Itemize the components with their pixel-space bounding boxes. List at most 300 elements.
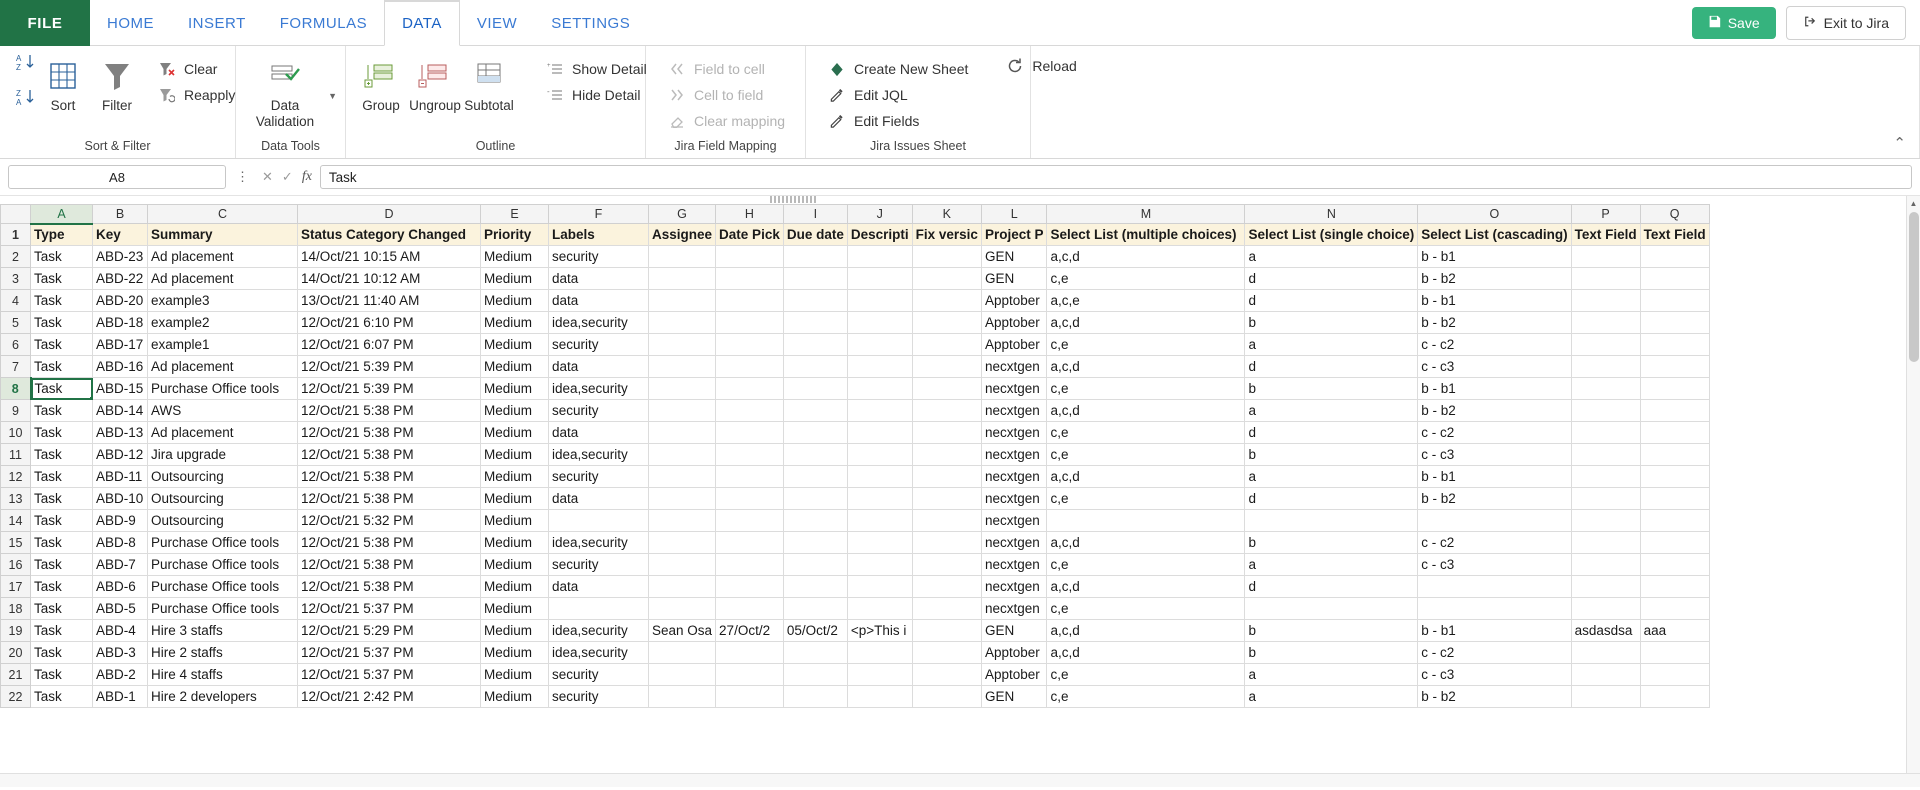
formula-input[interactable]: Task: [320, 165, 1912, 189]
subtotal-button[interactable]: [462, 52, 516, 118]
cell-E19[interactable]: Medium: [481, 620, 549, 642]
cell-L8[interactable]: necxtgen: [981, 378, 1047, 400]
cell-I14[interactable]: [783, 510, 847, 532]
cell-C2[interactable]: Ad placement: [148, 246, 298, 268]
clear-button[interactable]: [150, 56, 243, 82]
cell-I17[interactable]: [783, 576, 847, 598]
cell-A21[interactable]: Task: [31, 664, 93, 686]
cell-K22[interactable]: [912, 686, 981, 708]
cell-D14[interactable]: 12/Oct/21 5:32 PM: [298, 510, 481, 532]
cell-A11[interactable]: Task: [31, 444, 93, 466]
cell-C7[interactable]: Ad placement: [148, 356, 298, 378]
cell-P18[interactable]: [1571, 598, 1640, 620]
cell-D10[interactable]: 12/Oct/21 5:38 PM: [298, 422, 481, 444]
cell-C10[interactable]: Ad placement: [148, 422, 298, 444]
cell-M19[interactable]: a,c,d: [1047, 620, 1245, 642]
cell-K14[interactable]: [912, 510, 981, 532]
cell-O8[interactable]: b - b1: [1418, 378, 1571, 400]
row-header-21[interactable]: 21: [1, 664, 31, 686]
row-header-6[interactable]: 6: [1, 334, 31, 356]
cell-A6[interactable]: Task: [31, 334, 93, 356]
reapply-button[interactable]: [150, 82, 243, 108]
cell-B14[interactable]: ABD-9: [93, 510, 148, 532]
create-new-sheet-button[interactable]: [820, 56, 976, 82]
cell-M2[interactable]: a,c,d: [1047, 246, 1245, 268]
cell-N15[interactable]: b: [1245, 532, 1418, 554]
cell-E13[interactable]: Medium: [481, 488, 549, 510]
cell-K20[interactable]: [912, 642, 981, 664]
cell-M13[interactable]: c,e: [1047, 488, 1245, 510]
cell-H12[interactable]: [716, 466, 784, 488]
cell-N7[interactable]: d: [1245, 356, 1418, 378]
cell-B19[interactable]: ABD-4: [93, 620, 148, 642]
column-header-j[interactable]: J: [847, 205, 912, 224]
cell-L14[interactable]: necxtgen: [981, 510, 1047, 532]
cell-G18[interactable]: [649, 598, 716, 620]
cell-O10[interactable]: c - c2: [1418, 422, 1571, 444]
row-header-19[interactable]: 19: [1, 620, 31, 642]
cell-A18[interactable]: Task: [31, 598, 93, 620]
cell-M17[interactable]: a,c,d: [1047, 576, 1245, 598]
column-header-e[interactable]: E: [481, 205, 549, 224]
cell-G5[interactable]: [649, 312, 716, 334]
cell-Q19[interactable]: aaa: [1640, 620, 1709, 642]
cell-Q11[interactable]: [1640, 444, 1709, 466]
cell-F8[interactable]: idea,security: [549, 378, 649, 400]
cell-N13[interactable]: d: [1245, 488, 1418, 510]
cell-O19[interactable]: b - b1: [1418, 620, 1571, 642]
column-header-d[interactable]: D: [298, 205, 481, 224]
cell-Q17[interactable]: [1640, 576, 1709, 598]
group-button[interactable]: [354, 52, 408, 118]
cell-A15[interactable]: Task: [31, 532, 93, 554]
cell-J17[interactable]: [847, 576, 912, 598]
cell-H8[interactable]: [716, 378, 784, 400]
cell-P4[interactable]: [1571, 290, 1640, 312]
cell-Q1[interactable]: Text Field: [1640, 224, 1709, 246]
cell-O16[interactable]: c - c3: [1418, 554, 1571, 576]
cell-E3[interactable]: Medium: [481, 268, 549, 290]
cell-to-field-button[interactable]: [660, 82, 793, 108]
cell-I16[interactable]: [783, 554, 847, 576]
cell-H5[interactable]: [716, 312, 784, 334]
cell-Q2[interactable]: [1640, 246, 1709, 268]
hide-detail-button[interactable]: [538, 82, 655, 108]
cell-N14[interactable]: [1245, 510, 1418, 532]
cell-A17[interactable]: Task: [31, 576, 93, 598]
cell-Q5[interactable]: [1640, 312, 1709, 334]
cell-F15[interactable]: idea,security: [549, 532, 649, 554]
cell-P7[interactable]: [1571, 356, 1640, 378]
cell-A16[interactable]: Task: [31, 554, 93, 576]
cell-Q16[interactable]: [1640, 554, 1709, 576]
cell-L17[interactable]: necxtgen: [981, 576, 1047, 598]
cell-Q22[interactable]: [1640, 686, 1709, 708]
cell-N8[interactable]: b: [1245, 378, 1418, 400]
cell-J3[interactable]: [847, 268, 912, 290]
cell-D8[interactable]: 12/Oct/21 5:39 PM: [298, 378, 481, 400]
cell-B8[interactable]: ABD-15: [93, 378, 148, 400]
cell-L4[interactable]: Apptober: [981, 290, 1047, 312]
horizontal-scrollbar[interactable]: [0, 773, 1920, 787]
cell-H10[interactable]: [716, 422, 784, 444]
select-all-corner[interactable]: [1, 205, 31, 224]
cell-E14[interactable]: Medium: [481, 510, 549, 532]
cell-D2[interactable]: 14/Oct/21 10:15 AM: [298, 246, 481, 268]
cell-D20[interactable]: 12/Oct/21 5:37 PM: [298, 642, 481, 664]
cell-B22[interactable]: ABD-1: [93, 686, 148, 708]
row-header-8[interactable]: 8: [1, 378, 31, 400]
cell-K12[interactable]: [912, 466, 981, 488]
cell-F21[interactable]: security: [549, 664, 649, 686]
cell-G6[interactable]: [649, 334, 716, 356]
cell-K6[interactable]: [912, 334, 981, 356]
cell-M14[interactable]: [1047, 510, 1245, 532]
cell-P12[interactable]: [1571, 466, 1640, 488]
column-header-c[interactable]: C: [148, 205, 298, 224]
cell-G8[interactable]: [649, 378, 716, 400]
cell-J22[interactable]: [847, 686, 912, 708]
cell-F22[interactable]: security: [549, 686, 649, 708]
cell-A5[interactable]: Task: [31, 312, 93, 334]
cell-M9[interactable]: a,c,d: [1047, 400, 1245, 422]
cell-F16[interactable]: security: [549, 554, 649, 576]
row-header-2[interactable]: 2: [1, 246, 31, 268]
cell-C18[interactable]: Purchase Office tools: [148, 598, 298, 620]
cell-J7[interactable]: [847, 356, 912, 378]
cell-H22[interactable]: [716, 686, 784, 708]
cell-H15[interactable]: [716, 532, 784, 554]
function-icon[interactable]: fx: [301, 169, 312, 184]
cell-J2[interactable]: [847, 246, 912, 268]
cell-I18[interactable]: [783, 598, 847, 620]
cell-H16[interactable]: [716, 554, 784, 576]
cell-Q20[interactable]: [1640, 642, 1709, 664]
edit-fields-button[interactable]: [820, 108, 976, 134]
cell-D22[interactable]: 12/Oct/21 2:42 PM: [298, 686, 481, 708]
cell-L16[interactable]: necxtgen: [981, 554, 1047, 576]
menu-item-data[interactable]: DATA: [384, 0, 460, 46]
cell-M1[interactable]: Select List (multiple choices): [1047, 224, 1245, 246]
cell-L7[interactable]: necxtgen: [981, 356, 1047, 378]
cell-O22[interactable]: b - b2: [1418, 686, 1571, 708]
cell-P8[interactable]: [1571, 378, 1640, 400]
cell-F9[interactable]: security: [549, 400, 649, 422]
cell-B9[interactable]: ABD-14: [93, 400, 148, 422]
cell-Q3[interactable]: [1640, 268, 1709, 290]
cell-C16[interactable]: Purchase Office tools: [148, 554, 298, 576]
cell-M18[interactable]: c,e: [1047, 598, 1245, 620]
cell-G10[interactable]: [649, 422, 716, 444]
cell-I8[interactable]: [783, 378, 847, 400]
cell-P14[interactable]: [1571, 510, 1640, 532]
menu-item-formulas[interactable]: FORMULAS: [279, 14, 368, 32]
cell-N4[interactable]: d: [1245, 290, 1418, 312]
vertical-scroll-thumb[interactable]: [1909, 212, 1919, 362]
cell-H17[interactable]: [716, 576, 784, 598]
cell-H19[interactable]: 27/Oct/2: [716, 620, 784, 642]
cell-I2[interactable]: [783, 246, 847, 268]
cell-M15[interactable]: a,c,d: [1047, 532, 1245, 554]
cell-J11[interactable]: [847, 444, 912, 466]
row-header-14[interactable]: 14: [1, 510, 31, 532]
cell-O2[interactable]: b - b1: [1418, 246, 1571, 268]
row-header-17[interactable]: 17: [1, 576, 31, 598]
cell-G21[interactable]: [649, 664, 716, 686]
cell-N18[interactable]: [1245, 598, 1418, 620]
cell-D11[interactable]: 12/Oct/21 5:38 PM: [298, 444, 481, 466]
cell-Q14[interactable]: [1640, 510, 1709, 532]
cell-N9[interactable]: a: [1245, 400, 1418, 422]
cell-C22[interactable]: Hire 2 developers: [148, 686, 298, 708]
column-header-h[interactable]: H: [716, 205, 784, 224]
cell-D12[interactable]: 12/Oct/21 5:38 PM: [298, 466, 481, 488]
cell-H3[interactable]: [716, 268, 784, 290]
cell-H1[interactable]: Date Pick: [716, 224, 784, 246]
cell-D3[interactable]: 14/Oct/21 10:12 AM: [298, 268, 481, 290]
cell-E10[interactable]: Medium: [481, 422, 549, 444]
cell-Q6[interactable]: [1640, 334, 1709, 356]
cell-N22[interactable]: a: [1245, 686, 1418, 708]
cell-H4[interactable]: [716, 290, 784, 312]
cell-M6[interactable]: c,e: [1047, 334, 1245, 356]
cell-Q9[interactable]: [1640, 400, 1709, 422]
cell-N21[interactable]: a: [1245, 664, 1418, 686]
cell-N3[interactable]: d: [1245, 268, 1418, 290]
cell-C9[interactable]: AWS: [148, 400, 298, 422]
row-header-1[interactable]: 1: [1, 224, 31, 246]
cancel-icon[interactable]: ✕: [262, 169, 273, 184]
cell-F2[interactable]: security: [549, 246, 649, 268]
cell-Q4[interactable]: [1640, 290, 1709, 312]
cell-C14[interactable]: Outsourcing: [148, 510, 298, 532]
cell-N12[interactable]: a: [1245, 466, 1418, 488]
cell-E22[interactable]: Medium: [481, 686, 549, 708]
column-header-a[interactable]: A: [31, 205, 93, 224]
cell-L11[interactable]: necxtgen: [981, 444, 1047, 466]
cell-A10[interactable]: Task: [31, 422, 93, 444]
cell-K7[interactable]: [912, 356, 981, 378]
cell-H7[interactable]: [716, 356, 784, 378]
name-box[interactable]: A8: [8, 165, 226, 189]
cell-C20[interactable]: Hire 2 staffs: [148, 642, 298, 664]
cell-G1[interactable]: Assignee: [649, 224, 716, 246]
cell-A19[interactable]: Task: [31, 620, 93, 642]
cell-H14[interactable]: [716, 510, 784, 532]
cell-Q10[interactable]: [1640, 422, 1709, 444]
cell-L12[interactable]: necxtgen: [981, 466, 1047, 488]
cell-A13[interactable]: Task: [31, 488, 93, 510]
cell-I11[interactable]: [783, 444, 847, 466]
cell-K17[interactable]: [912, 576, 981, 598]
cell-J5[interactable]: [847, 312, 912, 334]
cell-K19[interactable]: [912, 620, 981, 642]
cell-E4[interactable]: Medium: [481, 290, 549, 312]
column-header-o[interactable]: O: [1418, 205, 1571, 224]
cell-L9[interactable]: necxtgen: [981, 400, 1047, 422]
cell-G3[interactable]: [649, 268, 716, 290]
cell-I1[interactable]: Due date: [783, 224, 847, 246]
cell-F1[interactable]: Labels: [549, 224, 649, 246]
cell-J12[interactable]: [847, 466, 912, 488]
cell-P17[interactable]: [1571, 576, 1640, 598]
cell-F5[interactable]: idea,security: [549, 312, 649, 334]
cell-L20[interactable]: Apptober: [981, 642, 1047, 664]
cell-O18[interactable]: [1418, 598, 1571, 620]
row-header-12[interactable]: 12: [1, 466, 31, 488]
cell-M5[interactable]: a,c,d: [1047, 312, 1245, 334]
cell-Q21[interactable]: [1640, 664, 1709, 686]
cell-E2[interactable]: Medium: [481, 246, 549, 268]
cell-Q7[interactable]: [1640, 356, 1709, 378]
column-header-l[interactable]: L: [981, 205, 1047, 224]
cell-J9[interactable]: [847, 400, 912, 422]
cell-O15[interactable]: c - c2: [1418, 532, 1571, 554]
cell-C5[interactable]: example2: [148, 312, 298, 334]
cell-B12[interactable]: ABD-11: [93, 466, 148, 488]
cell-K16[interactable]: [912, 554, 981, 576]
cell-Q8[interactable]: [1640, 378, 1709, 400]
column-header-q[interactable]: Q: [1640, 205, 1709, 224]
cell-P16[interactable]: [1571, 554, 1640, 576]
cell-B11[interactable]: ABD-12: [93, 444, 148, 466]
cell-M11[interactable]: c,e: [1047, 444, 1245, 466]
cell-G13[interactable]: [649, 488, 716, 510]
cell-N17[interactable]: d: [1245, 576, 1418, 598]
cell-A12[interactable]: Task: [31, 466, 93, 488]
cell-C12[interactable]: Outsourcing: [148, 466, 298, 488]
row-header-11[interactable]: 11: [1, 444, 31, 466]
cell-Q13[interactable]: [1640, 488, 1709, 510]
cell-A2[interactable]: Task: [31, 246, 93, 268]
cell-D21[interactable]: 12/Oct/21 5:37 PM: [298, 664, 481, 686]
cell-G22[interactable]: [649, 686, 716, 708]
cell-A7[interactable]: Task: [31, 356, 93, 378]
cell-G20[interactable]: [649, 642, 716, 664]
cell-B4[interactable]: ABD-20: [93, 290, 148, 312]
cell-G17[interactable]: [649, 576, 716, 598]
cell-K18[interactable]: [912, 598, 981, 620]
cell-I7[interactable]: [783, 356, 847, 378]
cell-P22[interactable]: [1571, 686, 1640, 708]
column-header-k[interactable]: K: [912, 205, 981, 224]
cell-N20[interactable]: b: [1245, 642, 1418, 664]
cell-O4[interactable]: b - b1: [1418, 290, 1571, 312]
cell-F11[interactable]: idea,security: [549, 444, 649, 466]
cell-D4[interactable]: 13/Oct/21 11:40 AM: [298, 290, 481, 312]
spreadsheet-grid[interactable]: [0, 204, 1710, 708]
cell-D15[interactable]: 12/Oct/21 5:38 PM: [298, 532, 481, 554]
cell-F14[interactable]: [549, 510, 649, 532]
cell-I5[interactable]: [783, 312, 847, 334]
cell-J20[interactable]: [847, 642, 912, 664]
cell-O12[interactable]: b - b1: [1418, 466, 1571, 488]
cell-F3[interactable]: data: [549, 268, 649, 290]
cell-P13[interactable]: [1571, 488, 1640, 510]
cell-C15[interactable]: Purchase Office tools: [148, 532, 298, 554]
show-detail-button[interactable]: [538, 56, 655, 82]
cell-L21[interactable]: Apptober: [981, 664, 1047, 686]
cell-O21[interactable]: c - c3: [1418, 664, 1571, 686]
cell-M8[interactable]: c,e: [1047, 378, 1245, 400]
cell-E15[interactable]: Medium: [481, 532, 549, 554]
cell-N19[interactable]: b: [1245, 620, 1418, 642]
cell-C4[interactable]: example3: [148, 290, 298, 312]
cell-K21[interactable]: [912, 664, 981, 686]
cell-P20[interactable]: [1571, 642, 1640, 664]
menu-item-settings[interactable]: SETTINGS: [551, 14, 631, 32]
filter-button[interactable]: [90, 52, 144, 118]
cell-J16[interactable]: [847, 554, 912, 576]
cell-J19[interactable]: <p>This i: [847, 620, 912, 642]
column-header-i[interactable]: I: [783, 205, 847, 224]
column-header-f[interactable]: F: [549, 205, 649, 224]
cell-H11[interactable]: [716, 444, 784, 466]
cell-F7[interactable]: data: [549, 356, 649, 378]
cell-H13[interactable]: [716, 488, 784, 510]
cell-I13[interactable]: [783, 488, 847, 510]
row-header-3[interactable]: 3: [1, 268, 31, 290]
save-button[interactable]: [1692, 7, 1776, 39]
cell-C17[interactable]: Purchase Office tools: [148, 576, 298, 598]
row-header-9[interactable]: 9: [1, 400, 31, 422]
cell-M20[interactable]: a,c,d: [1047, 642, 1245, 664]
cell-D1[interactable]: Status Category Changed: [298, 224, 481, 246]
cell-L6[interactable]: Apptober: [981, 334, 1047, 356]
edit-jql-button[interactable]: [820, 82, 976, 108]
cell-K15[interactable]: [912, 532, 981, 554]
cell-N16[interactable]: a: [1245, 554, 1418, 576]
cell-B7[interactable]: ABD-16: [93, 356, 148, 378]
cell-O14[interactable]: [1418, 510, 1571, 532]
cell-Q12[interactable]: [1640, 466, 1709, 488]
cell-I19[interactable]: 05/Oct/2: [783, 620, 847, 642]
cell-O9[interactable]: b - b2: [1418, 400, 1571, 422]
cell-E12[interactable]: Medium: [481, 466, 549, 488]
cell-N10[interactable]: d: [1245, 422, 1418, 444]
cell-B1[interactable]: Key: [93, 224, 148, 246]
cell-G15[interactable]: [649, 532, 716, 554]
cell-E1[interactable]: Priority: [481, 224, 549, 246]
cell-O17[interactable]: [1418, 576, 1571, 598]
cell-E17[interactable]: Medium: [481, 576, 549, 598]
split-handle[interactable]: [770, 196, 816, 203]
cell-F10[interactable]: data: [549, 422, 649, 444]
vertical-scrollbar[interactable]: [1906, 196, 1920, 787]
cell-G19[interactable]: Sean Osa: [649, 620, 716, 642]
cell-P9[interactable]: [1571, 400, 1640, 422]
row-header-15[interactable]: 15: [1, 532, 31, 554]
cell-D18[interactable]: 12/Oct/21 5:37 PM: [298, 598, 481, 620]
cell-A22[interactable]: Task: [31, 686, 93, 708]
cell-J8[interactable]: [847, 378, 912, 400]
cell-P6[interactable]: [1571, 334, 1640, 356]
cell-K9[interactable]: [912, 400, 981, 422]
field-to-cell-button[interactable]: [660, 56, 793, 82]
cell-C3[interactable]: Ad placement: [148, 268, 298, 290]
cell-O3[interactable]: b - b2: [1418, 268, 1571, 290]
row-header-16[interactable]: 16: [1, 554, 31, 576]
cell-L15[interactable]: necxtgen: [981, 532, 1047, 554]
exit-to-jira-button[interactable]: [1786, 6, 1906, 40]
cell-N2[interactable]: a: [1245, 246, 1418, 268]
cell-P15[interactable]: [1571, 532, 1640, 554]
sort-button[interactable]: [36, 52, 90, 118]
cell-E18[interactable]: Medium: [481, 598, 549, 620]
cell-N1[interactable]: Select List (single choice): [1245, 224, 1418, 246]
cell-B5[interactable]: ABD-18: [93, 312, 148, 334]
cell-K3[interactable]: [912, 268, 981, 290]
